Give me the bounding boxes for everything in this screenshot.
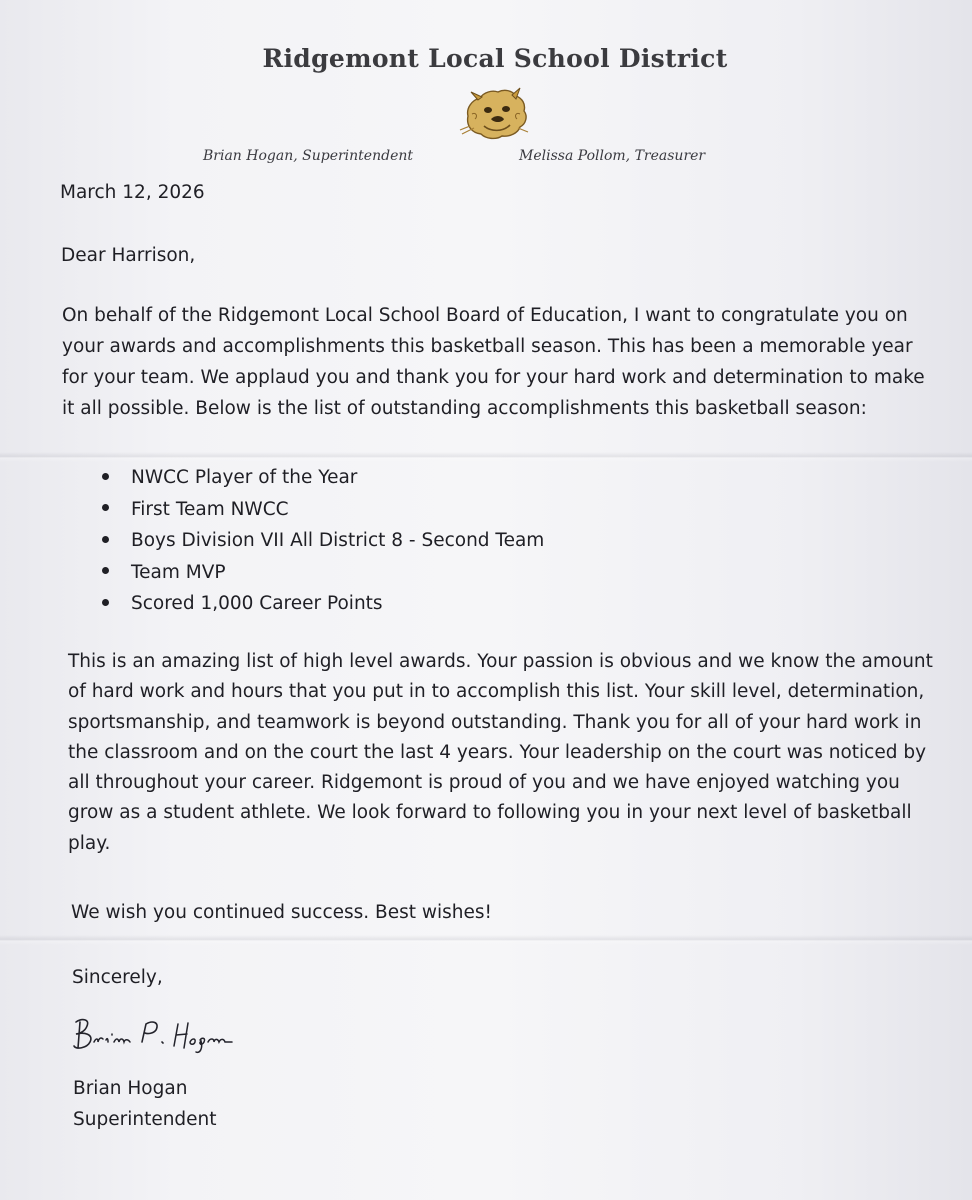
paragraph-line: your awards and accomplishments this basketball season. This has been a memorable year <box>62 336 913 357</box>
bullet-icon <box>102 599 109 606</box>
greeting: Dear Harrison, <box>61 245 196 266</box>
bullet-icon <box>102 536 109 543</box>
awards-list <box>96 462 544 620</box>
paragraph-line: sportsmanship, and teamwork is beyond outstanding. Thank you for all of your hard work in <box>68 711 922 733</box>
list-item <box>96 494 544 526</box>
bullet-icon <box>102 567 109 574</box>
paragraph-line: the classroom and on the court the last 4 years. Your leadership on the court was noticed by <box>68 741 927 763</box>
bullet-icon <box>102 504 109 511</box>
list-item <box>96 525 544 557</box>
paragraph-line: grow as a student athlete. We look forward to following you in your next level of basketball <box>68 802 912 824</box>
paragraph-line: On behalf of the Ridgemont Local School Board of Education, I want to congratulate you on <box>62 305 908 326</box>
intro-paragraph <box>62 300 925 424</box>
paragraph-line: of hard work and hours that you put in to accomplish this list. Your skill level, determination, <box>68 681 925 703</box>
paper-fold-upper <box>0 452 972 462</box>
paragraph-line: play. <box>68 832 111 854</box>
award-text: Team MVP <box>131 561 226 583</box>
award-text: First Team NWCC <box>131 498 289 520</box>
paper-fold-lower <box>0 935 972 945</box>
award-text: Boys Division VII All District 8 - Second Team <box>131 530 545 551</box>
well-wishes: We wish you continued success. Best wishes! <box>71 902 492 923</box>
body-paragraph <box>68 647 933 859</box>
letter-date: March 12, 2026 <box>60 182 205 203</box>
signer-name: Brian Hogan <box>73 1078 188 1099</box>
treasurer-heading: Melissa Pollom, Treasurer <box>519 148 706 164</box>
paragraph-line: This is an amazing list of high level awards. Your passion is obvious and we know the amount <box>68 651 933 672</box>
signer-title: Superintendent <box>73 1109 217 1130</box>
handwritten-signature <box>70 1012 240 1058</box>
award-text: Scored 1,000 Career Points <box>131 593 383 614</box>
list-item <box>96 462 544 494</box>
paragraph-line: all throughout your career. Ridgemont is proud of you and we have enjoyed watching you <box>68 772 900 794</box>
paragraph-line: for your team. We applaud you and thank you for your hard work and determination to make <box>62 367 925 388</box>
list-item <box>96 557 544 589</box>
paragraph-line: it all possible. Below is the list of outstanding accomplishments this basketball season: <box>62 398 867 419</box>
bulldog-mascot-icon <box>458 86 532 142</box>
closing: Sincerely, <box>72 967 163 988</box>
list-item <box>96 588 544 620</box>
award-text: NWCC Player of the Year <box>131 467 358 488</box>
district-name: Ridgemont Local School District <box>262 44 728 73</box>
superintendent-heading: Brian Hogan, Superintendent <box>203 148 413 164</box>
bullet-icon <box>102 473 109 480</box>
